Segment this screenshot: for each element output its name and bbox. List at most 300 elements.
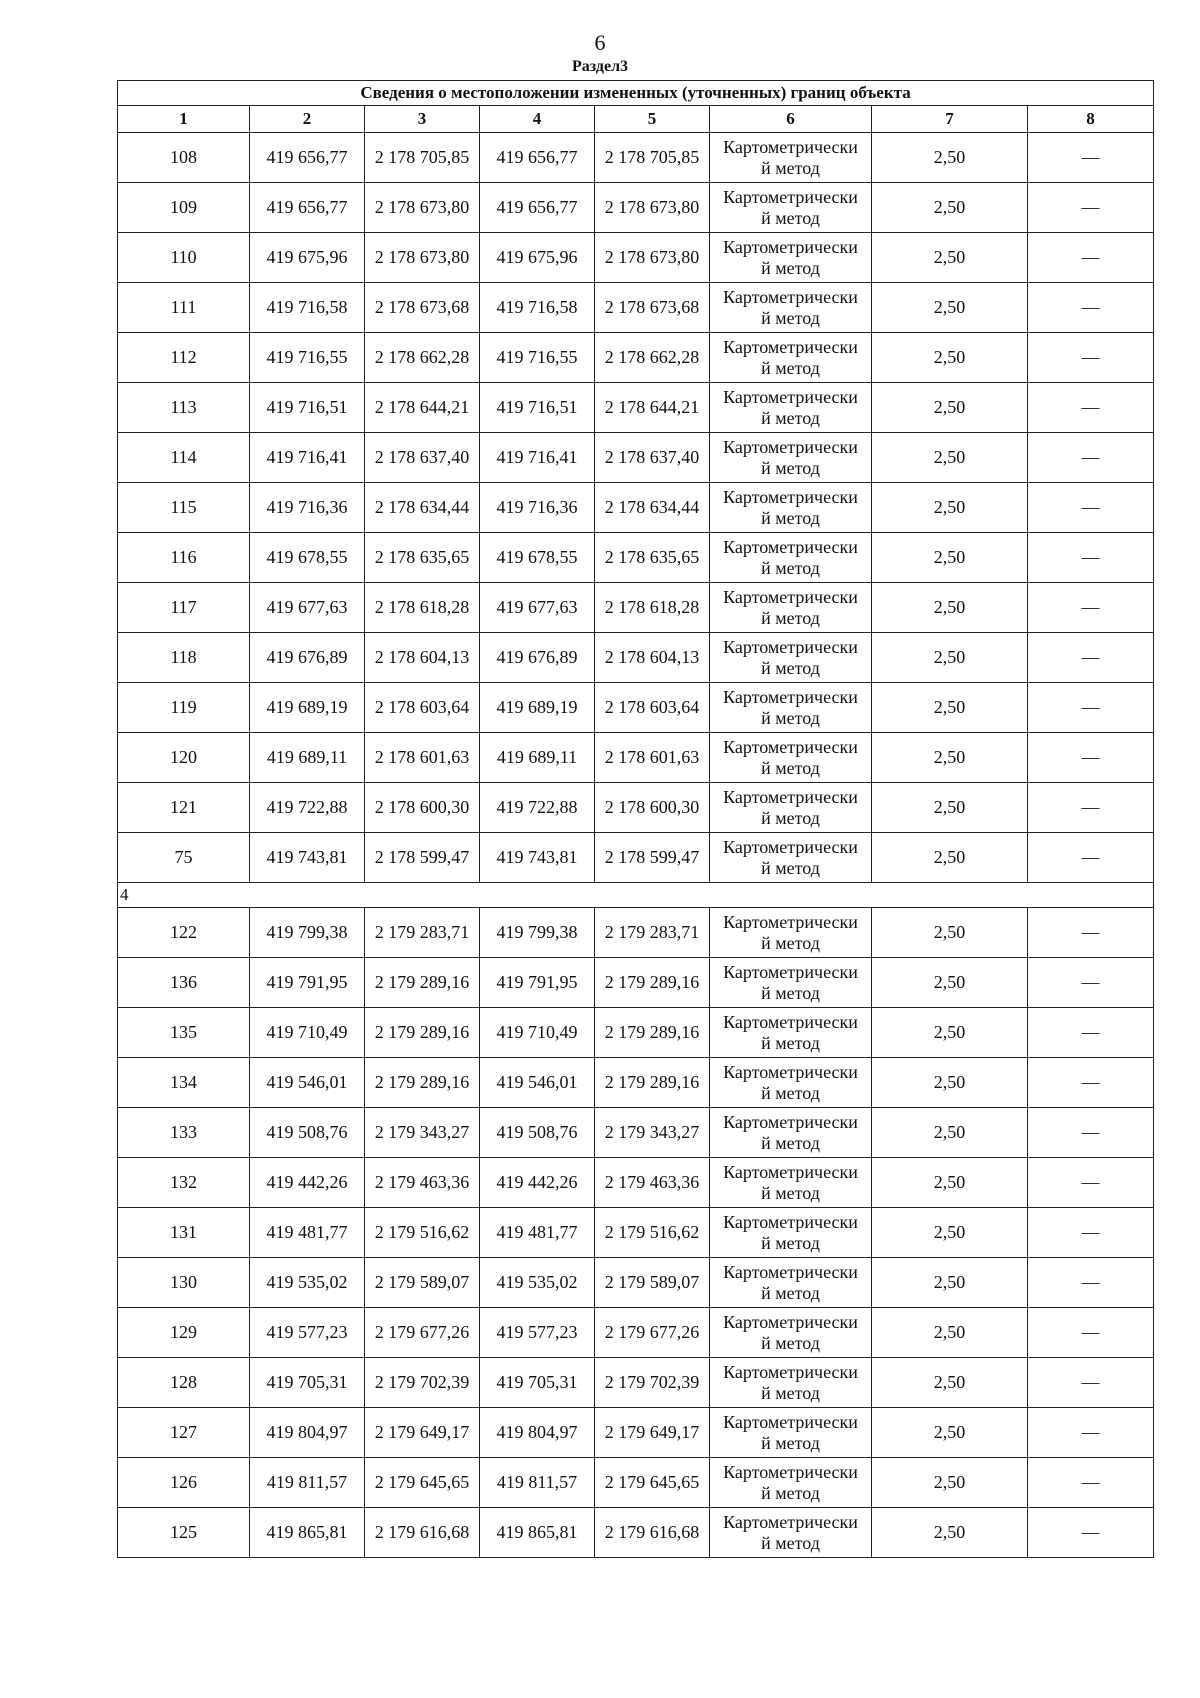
y-old-cell: 2 179 677,26 — [365, 1308, 480, 1358]
description-cell: — — [1028, 1508, 1154, 1558]
method-cell — [710, 783, 872, 833]
precision-cell: 2,50 — [872, 683, 1028, 733]
precision-cell: 2,50 — [872, 908, 1028, 958]
method-text-line2: й метод — [761, 657, 820, 678]
x-new-cell: 419 442,26 — [480, 1158, 595, 1208]
x-old-cell: 419 442,26 — [250, 1158, 365, 1208]
y-new-cell: 2 179 645,65 — [595, 1458, 710, 1508]
table-row — [118, 1508, 1154, 1558]
method-cell — [710, 283, 872, 333]
y-old-cell: 2 178 637,40 — [365, 433, 480, 483]
method-text-line1: Картометрически — [723, 436, 858, 457]
y-old-cell: 2 179 645,65 — [365, 1458, 480, 1508]
x-new-cell: 419 710,49 — [480, 1008, 595, 1058]
method-text-line1: Картометрически — [723, 1311, 858, 1332]
x-new-cell: 419 804,97 — [480, 1408, 595, 1458]
x-new-cell: 419 546,01 — [480, 1058, 595, 1108]
y-new-cell: 2 179 289,16 — [595, 1058, 710, 1108]
table-row — [118, 1408, 1154, 1458]
x-new-cell: 419 675,96 — [480, 233, 595, 283]
description-cell: — — [1028, 1108, 1154, 1158]
method-cell — [710, 733, 872, 783]
y-old-cell: 2 178 635,65 — [365, 533, 480, 583]
precision-cell: 2,50 — [872, 783, 1028, 833]
method-text-line2: й метод — [761, 857, 820, 878]
description-cell: — — [1028, 733, 1154, 783]
y-old-cell: 2 178 604,13 — [365, 633, 480, 683]
y-old-cell: 2 178 673,80 — [365, 233, 480, 283]
description-cell: — — [1028, 1458, 1154, 1508]
x-old-cell: 419 716,41 — [250, 433, 365, 483]
method-text-line2: й метод — [761, 1032, 820, 1053]
column-header: 1 — [118, 106, 250, 133]
description-cell: — — [1028, 1158, 1154, 1208]
method-text-line2: й метод — [761, 932, 820, 953]
x-old-cell: 419 675,96 — [250, 233, 365, 283]
description-cell: — — [1028, 958, 1154, 1008]
precision-cell: 2,50 — [872, 533, 1028, 583]
precision-cell: 2,50 — [872, 958, 1028, 1008]
method-text-line1: Картометрически — [723, 1111, 858, 1132]
method-cell — [710, 1108, 872, 1158]
y-new-cell: 2 178 599,47 — [595, 833, 710, 883]
table-row — [118, 958, 1154, 1008]
method-text-line1: Картометрически — [723, 736, 858, 757]
method-text-line2: й метод — [761, 1332, 820, 1353]
method-cell — [710, 533, 872, 583]
contour-number: 4 — [118, 883, 1154, 908]
method-text-line2: й метод — [761, 207, 820, 228]
x-new-cell: 419 743,81 — [480, 833, 595, 883]
point-number-cell: 108 — [118, 133, 250, 183]
x-new-cell: 419 716,41 — [480, 433, 595, 483]
method-text-line1: Картометрически — [723, 961, 858, 982]
y-new-cell: 2 178 673,80 — [595, 183, 710, 233]
table-row — [118, 908, 1154, 958]
method-text-line2: й метод — [761, 507, 820, 528]
table-row — [118, 1458, 1154, 1508]
method-text-line1: Картометрически — [723, 1361, 858, 1382]
y-new-cell: 2 178 637,40 — [595, 433, 710, 483]
x-new-cell: 419 676,89 — [480, 633, 595, 683]
precision-cell: 2,50 — [872, 1258, 1028, 1308]
method-cell — [710, 958, 872, 1008]
x-new-cell: 419 689,11 — [480, 733, 595, 783]
x-new-cell: 419 722,88 — [480, 783, 595, 833]
description-cell: — — [1028, 783, 1154, 833]
y-old-cell: 2 179 289,16 — [365, 1008, 480, 1058]
x-old-cell: 419 677,63 — [250, 583, 365, 633]
method-text-line2: й метод — [761, 1482, 820, 1503]
table-caption: Сведения о местоположении измененных (уточненных) границ объекта — [118, 81, 1154, 106]
x-old-cell: 419 811,57 — [250, 1458, 365, 1508]
x-new-cell: 419 811,57 — [480, 1458, 595, 1508]
y-old-cell: 2 178 705,85 — [365, 133, 480, 183]
method-text-line1: Картометрически — [723, 586, 858, 607]
point-number-cell: 111 — [118, 283, 250, 333]
contour-group-row — [118, 883, 1154, 908]
x-new-cell: 419 865,81 — [480, 1508, 595, 1558]
point-number-cell: 121 — [118, 783, 250, 833]
y-new-cell: 2 179 649,17 — [595, 1408, 710, 1458]
x-old-cell: 419 656,77 — [250, 183, 365, 233]
table-row — [118, 333, 1154, 383]
x-old-cell: 419 722,88 — [250, 783, 365, 833]
x-old-cell: 419 865,81 — [250, 1508, 365, 1558]
x-old-cell: 419 481,77 — [250, 1208, 365, 1258]
method-text-line1: Картометрически — [723, 1061, 858, 1082]
x-new-cell: 419 705,31 — [480, 1358, 595, 1408]
precision-cell: 2,50 — [872, 583, 1028, 633]
precision-cell: 2,50 — [872, 1208, 1028, 1258]
method-cell — [710, 1508, 872, 1558]
point-number-cell: 118 — [118, 633, 250, 683]
boundary-coordinates-table — [117, 80, 1154, 1558]
y-old-cell: 2 179 616,68 — [365, 1508, 480, 1558]
y-old-cell: 2 179 463,36 — [365, 1158, 480, 1208]
point-number-cell: 116 — [118, 533, 250, 583]
y-old-cell: 2 178 673,80 — [365, 183, 480, 233]
precision-cell: 2,50 — [872, 283, 1028, 333]
precision-cell: 2,50 — [872, 483, 1028, 533]
precision-cell: 2,50 — [872, 1308, 1028, 1358]
table-row — [118, 133, 1154, 183]
x-old-cell: 419 716,36 — [250, 483, 365, 533]
method-cell — [710, 1408, 872, 1458]
x-old-cell: 419 577,23 — [250, 1308, 365, 1358]
table-row — [118, 1308, 1154, 1358]
y-new-cell: 2 179 677,26 — [595, 1308, 710, 1358]
method-text-line2: й метод — [761, 407, 820, 428]
precision-cell: 2,50 — [872, 833, 1028, 883]
point-number-cell: 127 — [118, 1408, 250, 1458]
description-cell: — — [1028, 133, 1154, 183]
y-old-cell: 2 178 600,30 — [365, 783, 480, 833]
description-cell: — — [1028, 1308, 1154, 1358]
table-row — [118, 783, 1154, 833]
y-new-cell: 2 179 702,39 — [595, 1358, 710, 1408]
x-old-cell: 419 710,49 — [250, 1008, 365, 1058]
y-new-cell: 2 178 634,44 — [595, 483, 710, 533]
table-row — [118, 433, 1154, 483]
method-text-line2: й метод — [761, 1182, 820, 1203]
method-cell — [710, 1458, 872, 1508]
precision-cell: 2,50 — [872, 1408, 1028, 1458]
table-row — [118, 183, 1154, 233]
y-new-cell: 2 179 516,62 — [595, 1208, 710, 1258]
description-cell: — — [1028, 283, 1154, 333]
method-cell — [710, 908, 872, 958]
x-old-cell: 419 791,95 — [250, 958, 365, 1008]
method-text-line1: Картометрически — [723, 336, 858, 357]
point-number-cell: 109 — [118, 183, 250, 233]
y-new-cell: 2 179 343,27 — [595, 1108, 710, 1158]
description-cell: — — [1028, 1208, 1154, 1258]
x-old-cell: 419 716,55 — [250, 333, 365, 383]
table-row — [118, 483, 1154, 533]
y-new-cell: 2 178 604,13 — [595, 633, 710, 683]
y-new-cell: 2 178 603,64 — [595, 683, 710, 733]
x-new-cell: 419 481,77 — [480, 1208, 595, 1258]
method-text-line2: й метод — [761, 157, 820, 178]
y-new-cell: 2 178 600,30 — [595, 783, 710, 833]
point-number-cell: 110 — [118, 233, 250, 283]
method-text-line2: й метод — [761, 1282, 820, 1303]
table-row — [118, 383, 1154, 433]
x-new-cell: 419 799,38 — [480, 908, 595, 958]
method-text-line1: Картометрически — [723, 836, 858, 857]
y-old-cell: 2 179 589,07 — [365, 1258, 480, 1308]
precision-cell: 2,50 — [872, 1008, 1028, 1058]
method-text-line1: Картометрически — [723, 1411, 858, 1432]
y-old-cell: 2 178 618,28 — [365, 583, 480, 633]
point-number-cell: 119 — [118, 683, 250, 733]
description-cell: — — [1028, 683, 1154, 733]
x-old-cell: 419 676,89 — [250, 633, 365, 683]
method-cell — [710, 1008, 872, 1058]
method-text-line1: Картометрически — [723, 1461, 858, 1482]
y-new-cell: 2 179 589,07 — [595, 1258, 710, 1308]
y-new-cell: 2 178 601,63 — [595, 733, 710, 783]
method-cell — [710, 633, 872, 683]
x-old-cell: 419 804,97 — [250, 1408, 365, 1458]
point-number-cell: 117 — [118, 583, 250, 633]
method-cell — [710, 1358, 872, 1408]
y-old-cell: 2 178 634,44 — [365, 483, 480, 533]
point-number-cell: 130 — [118, 1258, 250, 1308]
description-cell: — — [1028, 1358, 1154, 1408]
description-cell: — — [1028, 183, 1154, 233]
table-row — [118, 833, 1154, 883]
x-new-cell: 419 577,23 — [480, 1308, 595, 1358]
y-old-cell: 2 178 673,68 — [365, 283, 480, 333]
y-old-cell: 2 179 343,27 — [365, 1108, 480, 1158]
method-text-line1: Картометрически — [723, 636, 858, 657]
column-header: 2 — [250, 106, 365, 133]
method-cell — [710, 1208, 872, 1258]
x-old-cell: 419 743,81 — [250, 833, 365, 883]
precision-cell: 2,50 — [872, 633, 1028, 683]
y-new-cell: 2 178 618,28 — [595, 583, 710, 633]
x-old-cell: 419 716,51 — [250, 383, 365, 433]
x-new-cell: 419 716,36 — [480, 483, 595, 533]
column-header: 8 — [1028, 106, 1154, 133]
x-old-cell: 419 689,19 — [250, 683, 365, 733]
method-cell — [710, 683, 872, 733]
y-new-cell: 2 178 635,65 — [595, 533, 710, 583]
precision-cell: 2,50 — [872, 333, 1028, 383]
description-cell: — — [1028, 908, 1154, 958]
x-old-cell: 419 656,77 — [250, 133, 365, 183]
x-new-cell: 419 656,77 — [480, 183, 595, 233]
precision-cell: 2,50 — [872, 1158, 1028, 1208]
precision-cell: 2,50 — [872, 233, 1028, 283]
x-old-cell: 419 716,58 — [250, 283, 365, 333]
x-new-cell: 419 677,63 — [480, 583, 595, 633]
x-new-cell: 419 535,02 — [480, 1258, 595, 1308]
precision-cell: 2,50 — [872, 183, 1028, 233]
method-text-line2: й метод — [761, 707, 820, 728]
point-number-cell: 133 — [118, 1108, 250, 1158]
method-text-line1: Картометрически — [723, 1211, 858, 1232]
description-cell: — — [1028, 383, 1154, 433]
precision-cell: 2,50 — [872, 433, 1028, 483]
y-new-cell: 2 179 289,16 — [595, 958, 710, 1008]
table-row — [118, 283, 1154, 333]
method-cell — [710, 133, 872, 183]
table-row — [118, 633, 1154, 683]
precision-cell: 2,50 — [872, 383, 1028, 433]
method-cell — [710, 233, 872, 283]
method-text-line1: Картометрически — [723, 186, 858, 207]
method-cell — [710, 1308, 872, 1358]
method-text-line2: й метод — [761, 1382, 820, 1403]
x-old-cell: 419 546,01 — [250, 1058, 365, 1108]
x-new-cell: 419 716,51 — [480, 383, 595, 433]
column-header: 3 — [365, 106, 480, 133]
point-number-cell: 113 — [118, 383, 250, 433]
description-cell: — — [1028, 1258, 1154, 1308]
precision-cell: 2,50 — [872, 1108, 1028, 1158]
x-new-cell: 419 656,77 — [480, 133, 595, 183]
method-text-line2: й метод — [761, 607, 820, 628]
method-cell — [710, 383, 872, 433]
point-number-cell: 125 — [118, 1508, 250, 1558]
y-old-cell: 2 178 599,47 — [365, 833, 480, 883]
x-old-cell: 419 689,11 — [250, 733, 365, 783]
method-text-line2: й метод — [761, 757, 820, 778]
description-cell: — — [1028, 533, 1154, 583]
x-old-cell: 419 508,76 — [250, 1108, 365, 1158]
point-number-cell: 129 — [118, 1308, 250, 1358]
y-new-cell: 2 178 673,80 — [595, 233, 710, 283]
x-new-cell: 419 716,55 — [480, 333, 595, 383]
precision-cell: 2,50 — [872, 1458, 1028, 1508]
y-new-cell: 2 178 644,21 — [595, 383, 710, 433]
y-new-cell: 2 178 662,28 — [595, 333, 710, 383]
point-number-cell: 128 — [118, 1358, 250, 1408]
method-text-line2: й метод — [761, 982, 820, 1003]
description-cell: — — [1028, 1008, 1154, 1058]
method-text-line1: Картометрически — [723, 786, 858, 807]
table-row — [118, 1008, 1154, 1058]
y-new-cell: 2 179 289,16 — [595, 1008, 710, 1058]
method-text-line1: Картометрически — [723, 386, 858, 407]
method-text-line2: й метод — [761, 807, 820, 828]
method-text-line2: й метод — [761, 257, 820, 278]
method-text-line1: Картометрически — [723, 536, 858, 557]
table-row — [118, 1208, 1154, 1258]
y-old-cell: 2 178 662,28 — [365, 333, 480, 383]
y-new-cell: 2 179 616,68 — [595, 1508, 710, 1558]
method-cell — [710, 183, 872, 233]
y-new-cell: 2 179 283,71 — [595, 908, 710, 958]
description-cell: — — [1028, 433, 1154, 483]
x-new-cell: 419 508,76 — [480, 1108, 595, 1158]
method-text-line2: й метод — [761, 1132, 820, 1153]
x-old-cell: 419 705,31 — [250, 1358, 365, 1408]
method-text-line1: Картометрически — [723, 686, 858, 707]
x-old-cell: 419 799,38 — [250, 908, 365, 958]
method-text-line2: й метод — [761, 1082, 820, 1103]
description-cell: — — [1028, 833, 1154, 883]
description-cell: — — [1028, 1408, 1154, 1458]
x-new-cell: 419 689,19 — [480, 683, 595, 733]
x-new-cell: 419 716,58 — [480, 283, 595, 333]
column-header: 6 — [710, 106, 872, 133]
method-text-line2: й метод — [761, 1532, 820, 1553]
method-text-line1: Картометрически — [723, 1011, 858, 1032]
method-text-line2: й метод — [761, 1432, 820, 1453]
y-new-cell: 2 178 705,85 — [595, 133, 710, 183]
column-header: 5 — [595, 106, 710, 133]
y-new-cell: 2 178 673,68 — [595, 283, 710, 333]
table-row — [118, 1358, 1154, 1408]
method-text-line1: Картометрически — [723, 911, 858, 932]
table-row — [118, 583, 1154, 633]
table-row — [118, 1108, 1154, 1158]
precision-cell: 2,50 — [872, 133, 1028, 183]
point-number-cell: 132 — [118, 1158, 250, 1208]
precision-cell: 2,50 — [872, 733, 1028, 783]
table-row — [118, 533, 1154, 583]
x-old-cell: 419 535,02 — [250, 1258, 365, 1308]
method-text-line1: Картометрически — [723, 236, 858, 257]
point-number-cell: 114 — [118, 433, 250, 483]
y-old-cell: 2 178 601,63 — [365, 733, 480, 783]
point-number-cell: 115 — [118, 483, 250, 533]
description-cell: — — [1028, 233, 1154, 283]
method-cell — [710, 433, 872, 483]
point-number-cell: 131 — [118, 1208, 250, 1258]
point-number-cell: 136 — [118, 958, 250, 1008]
y-old-cell: 2 178 603,64 — [365, 683, 480, 733]
method-cell — [710, 1258, 872, 1308]
method-cell — [710, 483, 872, 533]
method-cell — [710, 333, 872, 383]
method-text-line2: й метод — [761, 457, 820, 478]
method-text-line1: Картометрически — [723, 286, 858, 307]
method-text-line1: Картометрически — [723, 1511, 858, 1532]
precision-cell: 2,50 — [872, 1508, 1028, 1558]
method-text-line2: й метод — [761, 357, 820, 378]
y-old-cell: 2 179 283,71 — [365, 908, 480, 958]
y-old-cell: 2 179 702,39 — [365, 1358, 480, 1408]
precision-cell: 2,50 — [872, 1358, 1028, 1408]
table-row — [118, 683, 1154, 733]
method-text-line1: Картометрически — [723, 486, 858, 507]
point-number-cell: 135 — [118, 1008, 250, 1058]
point-number-cell: 112 — [118, 333, 250, 383]
method-cell — [710, 833, 872, 883]
method-text-line2: й метод — [761, 557, 820, 578]
y-old-cell: 2 179 289,16 — [365, 958, 480, 1008]
y-new-cell: 2 179 463,36 — [595, 1158, 710, 1208]
method-text-line1: Картометрически — [723, 1261, 858, 1282]
description-cell: — — [1028, 633, 1154, 683]
table-row — [118, 1158, 1154, 1208]
point-number-cell: 122 — [118, 908, 250, 958]
description-cell: — — [1028, 1058, 1154, 1108]
y-old-cell: 2 178 644,21 — [365, 383, 480, 433]
method-text-line2: й метод — [761, 307, 820, 328]
method-text-line1: Картометрически — [723, 1161, 858, 1182]
y-old-cell: 2 179 516,62 — [365, 1208, 480, 1258]
point-number-cell: 126 — [118, 1458, 250, 1508]
table-row — [118, 1058, 1154, 1108]
column-header-row — [118, 106, 1154, 133]
column-header: 7 — [872, 106, 1028, 133]
